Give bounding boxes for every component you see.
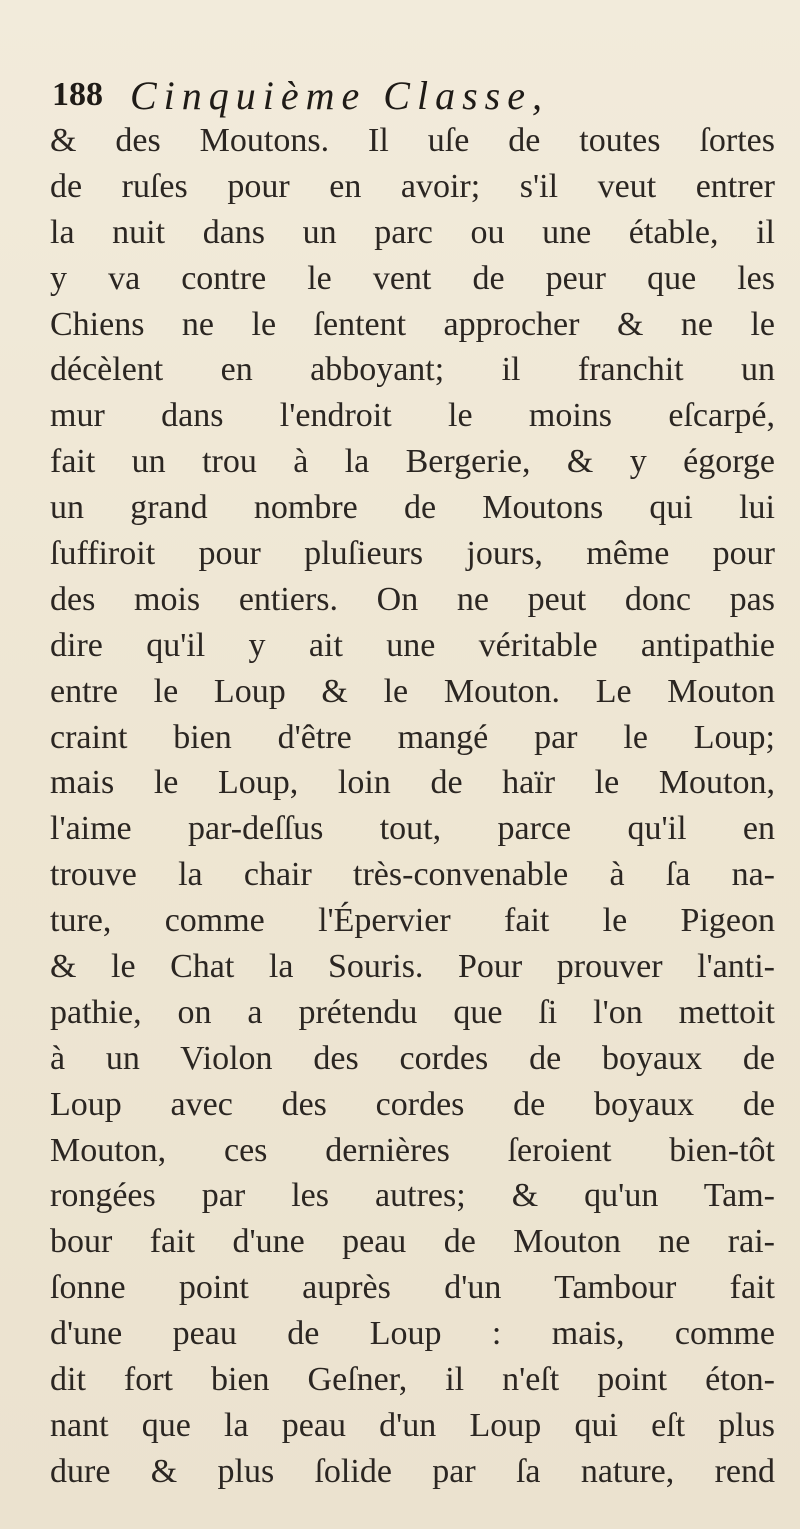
text-line: Loup avec des cordes de boyaux de — [50, 1085, 775, 1123]
text-line: dure & plus ſolide par ſa nature, rend — [50, 1452, 775, 1490]
text-line: pathie, on a prétendu que ſi l'on mettoit — [50, 993, 775, 1031]
text-line: dire qu'il y ait une véritable antipathie — [50, 626, 775, 664]
text-line: ſuffiroit pour pluſieurs jours, même pour — [50, 535, 775, 573]
text-line: craint bien d'être mangé par le Loup; — [50, 718, 775, 756]
text-line: entre le Loup & le Mouton. Le Mouton — [50, 672, 775, 710]
text-line: dit fort bien Geſner, il n'eſt point éton- — [50, 1361, 775, 1399]
text-line: ſonne point auprès d'un Tambour fait — [50, 1269, 775, 1307]
text-line: mur dans l'endroit le moins eſcarpé, — [50, 397, 775, 435]
page-header — [52, 70, 772, 120]
running-head: Cinquième Classe, — [130, 73, 549, 118]
text-line: y va contre le vent de peur que les — [50, 259, 775, 297]
text-line: décèlent en abboyant; il franchit un — [50, 351, 775, 389]
text-line: Chiens ne le ſentent approcher & ne le — [50, 305, 775, 343]
text-line: la nuit dans un parc ou une étable, il — [50, 213, 775, 251]
text-line: fait un trou à la Bergerie, & y égorge — [50, 443, 775, 481]
text-line: d'une peau de Loup : mais, comme — [50, 1315, 775, 1353]
text-line: trouve la chair très-convenable à ſa na- — [50, 856, 775, 894]
text-line: l'aime par-deſſus tout, parce qu'il en — [50, 810, 775, 848]
text-line: mais le Loup, loin de haïr le Mouton, — [50, 764, 775, 802]
text-line: ture, comme l'Épervier fait le Pigeon — [50, 902, 775, 940]
text-line: & des Moutons. Il uſe de toutes ſortes — [50, 122, 775, 159]
text-line: nant que la peau d'un Loup qui eſt plus — [50, 1406, 775, 1444]
text-line: un grand nombre de Moutons qui lui — [50, 489, 775, 527]
text-line: bour fait d'une peau de Mouton ne rai- — [50, 1223, 775, 1261]
body-text — [50, 118, 775, 1495]
text-line: Mouton, ces dernières ſeroient bien-tôt — [50, 1131, 775, 1169]
text-line: des mois entiers. On ne peut donc pas — [50, 580, 775, 618]
text-line: de ruſes pour en avoir; s'il veut entrer — [50, 167, 775, 205]
text-line: rongées par les autres; & qu'un Tam- — [50, 1177, 775, 1215]
text-line: à un Violon des cordes de boyaux de — [50, 1039, 775, 1077]
page-number: 188 — [52, 76, 103, 113]
text-line: & le Chat la Souris. Pour prouver l'anti- — [50, 948, 775, 986]
